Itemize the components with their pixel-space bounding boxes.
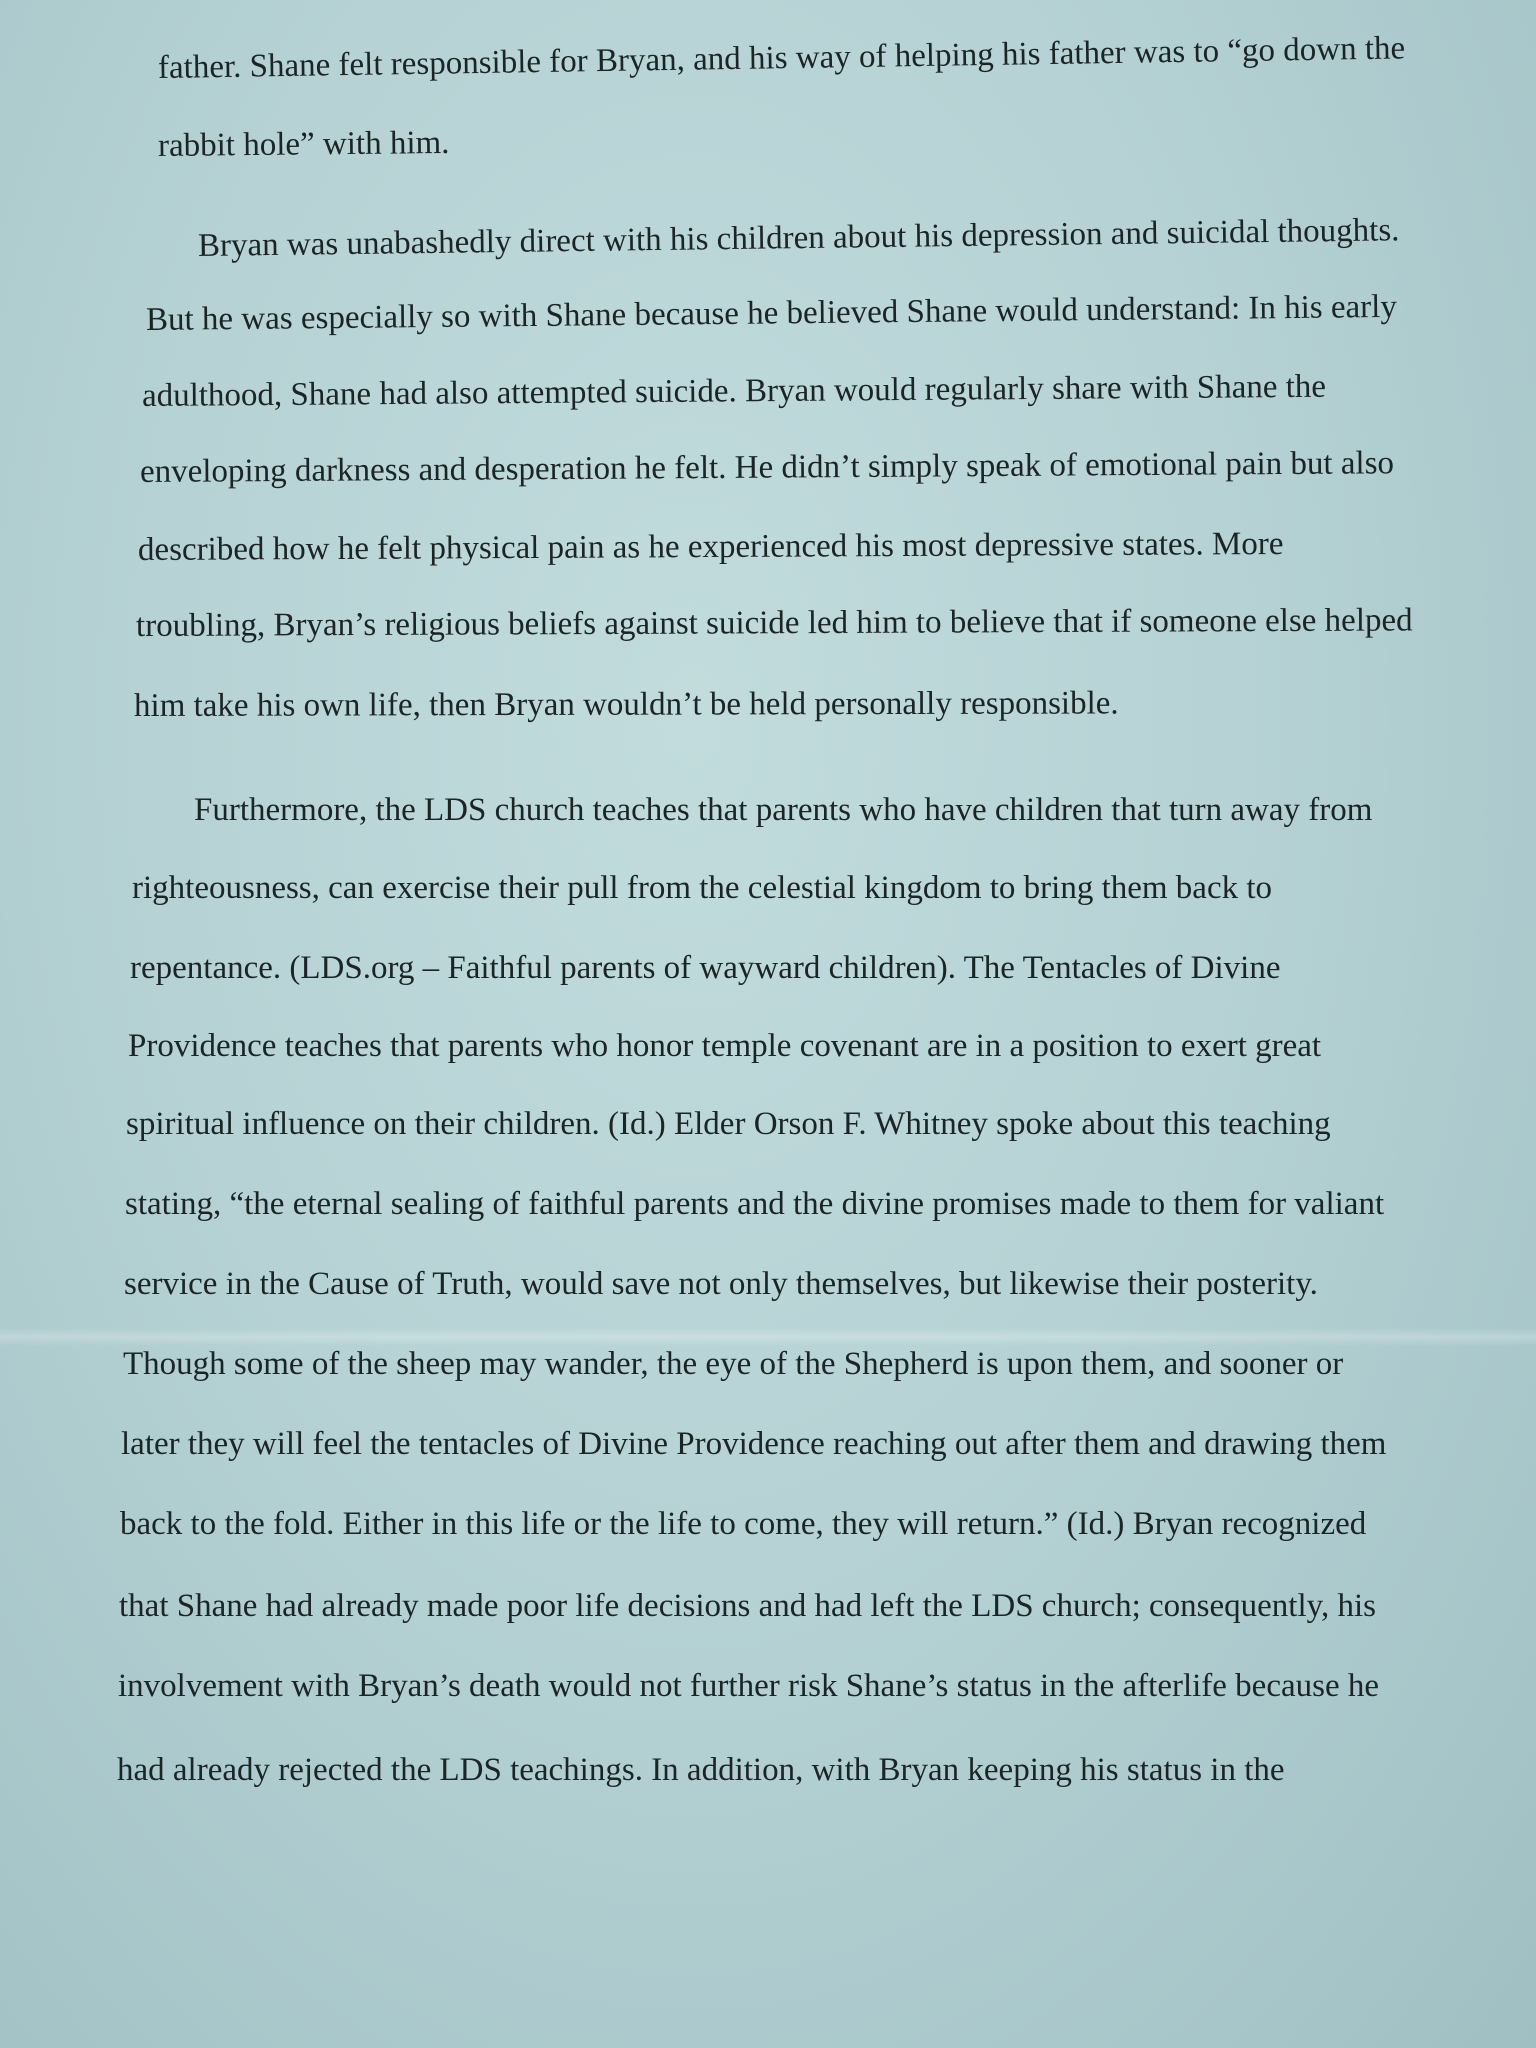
text-line: troubling, Bryan’s religious beliefs against suicide led him to believe that if someone else helped <box>135 602 1413 644</box>
text-line: spiritual influence on their children. (Id.) Elder Orson F. Whitney spoke about this teaching <box>126 1106 1331 1142</box>
text-line: back to the fold. Either in this life or the life to come, they will return.” (Id.) Bryan recognized <box>120 1506 1367 1542</box>
text-line: rabbit hole” with him. <box>157 124 450 164</box>
text-line: But he was especially so with Shane because he believed Shane would understand: In his early <box>145 288 1398 338</box>
text-line: involvement with Bryan’s death would not further risk Shane’s status in the afterlife because he <box>118 1668 1380 1704</box>
text-line: that Shane had already made poor life decisions and had left the LDS church; consequently, his <box>119 1588 1376 1624</box>
text-line: father. Shane felt responsible for Bryan, and his way of helping his father was to “go down the <box>157 30 1406 86</box>
text-line: had already rejected the LDS teachings. In addition, with Bryan keeping his status in the <box>117 1752 1285 1788</box>
text-line: Providence teaches that parents who honor temple covenant are in a position to exert great <box>128 1028 1322 1064</box>
paragraph-start-line: Furthermore, the LDS church teaches that parents who have children that turn away from <box>194 792 1373 828</box>
text-line: Though some of the sheep may wander, the eye of the Shepherd is upon them, and sooner or <box>123 1346 1344 1382</box>
text-line: described how he felt physical pain as he experienced his most depressive states. More <box>137 526 1284 568</box>
text-line: service in the Cause of Truth, would save not only themselves, but likewise their posterity. <box>124 1266 1318 1302</box>
text-line: him take his own life, then Bryan wouldn’t be held personally responsible. <box>133 685 1119 724</box>
text-line: enveloping darkness and desperation he felt. He didn’t simply speak of emotional pain but also <box>139 445 1395 490</box>
paragraph-start-line: Bryan was unabashedly direct with his children about his depression and suicidal thoughts. <box>197 212 1400 264</box>
text-line: repentance. (LDS.org – Faithful parents of wayward children). The Tentacles of Divine <box>130 950 1281 986</box>
text-line: adulthood, Shane had also attempted suicide. Bryan would regularly share with Shane the <box>141 368 1327 414</box>
text-line: later they will feel the tentacles of Divine Providence reaching out after them and drawing them <box>121 1426 1387 1462</box>
text-line: stating, “the eternal sealing of faithful parents and the divine promises made to them for valiant <box>125 1186 1385 1222</box>
text-line: righteousness, can exercise their pull from the celestial kingdom to bring them back to <box>132 870 1273 906</box>
